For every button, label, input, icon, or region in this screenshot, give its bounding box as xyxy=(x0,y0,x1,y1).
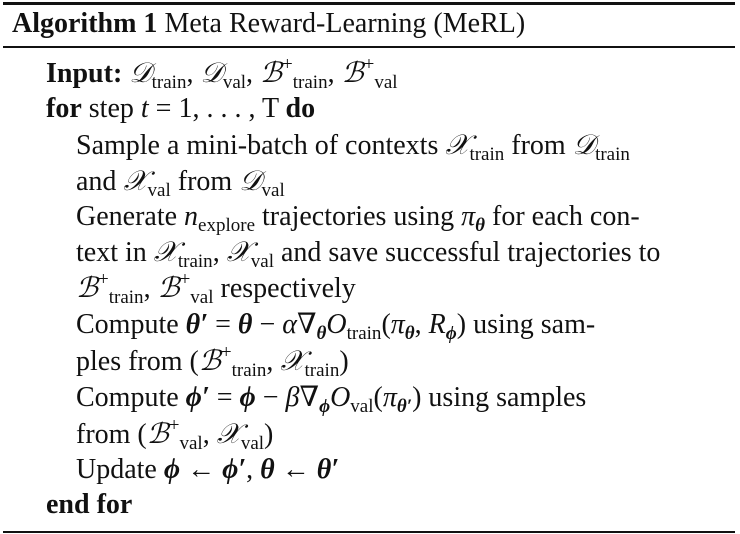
do-keyword: do xyxy=(285,93,316,124)
generate-line-3: ℬ+$_{train}$, ℬ+$_{val}$ respectively xyxy=(76,269,356,308)
input-line: Input: 𝒟$_{train}$, 𝒟$_{val}$, ℬ+$_{train}$, ℬ+$_{val}$ xyxy=(46,54,398,93)
compute-theta-line-1: Compute $\theta' = \theta - \alpha\nabla_\theta O_{train}(\pi_\theta$, $R_\phi$) using sam- xyxy=(76,309,596,344)
for-line: for step t = 1, . . . , T do xyxy=(46,93,316,124)
top-rule xyxy=(3,2,735,5)
compute-theta-line-2: ples from (ℬ+$_{train}$, 𝒳$_{train}$) xyxy=(76,342,349,381)
sample-line-1: Sample a mini-batch of contexts 𝒳$_{train}$ from 𝒟$_{train}$ xyxy=(76,128,630,165)
algorithm-title: Meta Reward-Learning (MeRL) xyxy=(164,8,526,39)
generate-line-1: Generate $n_{explore}$ trajectories using $\pi_\theta$ for each con- xyxy=(76,201,640,236)
algorithm-number: Algorithm 1 xyxy=(12,8,158,39)
bottom-rule xyxy=(3,531,735,533)
generate-line-2: text in 𝒳$_{train}$, 𝒳$_{val}$ and save successful trajectories to xyxy=(76,235,661,272)
sample-line-2: and 𝒳$_{val}$ from 𝒟$_{val}$ xyxy=(76,164,285,201)
end-for-line xyxy=(46,488,132,522)
compute-phi-line-1: Compute $\phi' = \phi - \beta\nabla_\phi O_{val}(\pi_{\theta'})$ using samples xyxy=(76,382,587,417)
caption-rule xyxy=(3,46,735,48)
algorithm-caption xyxy=(12,6,525,42)
update-line: Update ϕ ← ϕ′, θ ← θ′ xyxy=(76,454,340,485)
input-keyword: Input: xyxy=(46,58,123,89)
end-for-keyword: end for xyxy=(46,489,133,520)
compute-phi-line-2: from (ℬ+$_{val}$, 𝒳$_{val}$) xyxy=(76,415,274,454)
for-keyword: for xyxy=(46,93,82,124)
